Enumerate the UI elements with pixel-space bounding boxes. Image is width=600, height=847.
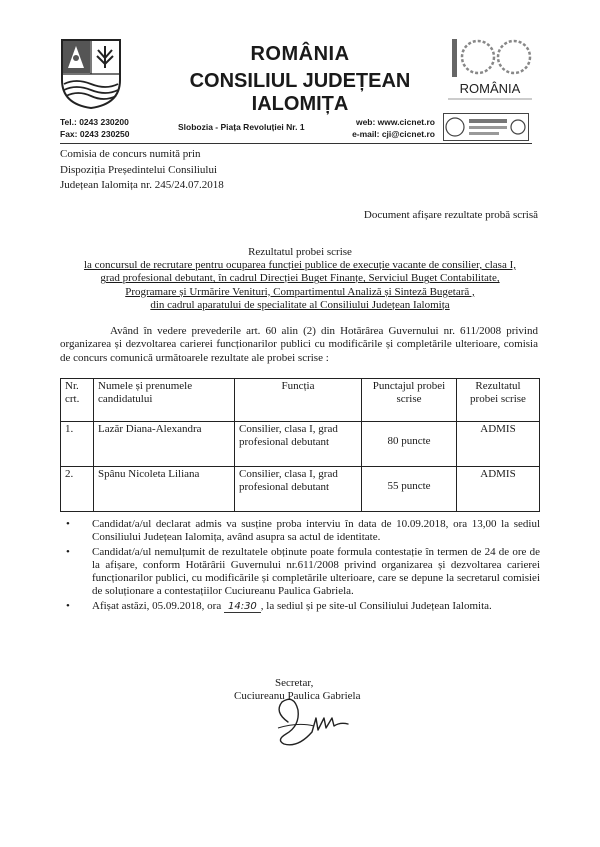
row-function: Consilier, clasa I, grad profesional debutant <box>235 467 362 512</box>
commission-line: Dispoziția Președintelui Consiliului <box>60 163 218 176</box>
header-name: Numele și prenumele candidatului <box>94 379 235 422</box>
notice-list <box>60 518 540 614</box>
subtitle-line: din cadrul aparatului de specialitate al Consiliului Județean Ialomița <box>150 298 450 311</box>
institution-title: CONSILIUL JUDEȚEAN IALOMIȚA <box>189 70 411 115</box>
header-divider <box>60 143 532 144</box>
header-nr: Nr. crt. <box>61 379 94 422</box>
subtitle-line: grad profesional debutant, în cadrul Direcției Buget Finanțe, Serviciul Buget Contabilitate, <box>100 272 500 285</box>
table-header-row <box>61 379 540 422</box>
certification-logos <box>443 113 529 141</box>
row-nr: 2. <box>61 467 94 512</box>
row-result: ADMIS <box>457 422 540 467</box>
signature-name: Cuciureanu Paulica Gabriela <box>234 690 361 702</box>
row-score: 80 puncte <box>387 435 431 447</box>
commission-line: Județean Ialomița nr. 245/24.07.2018 <box>60 179 224 191</box>
signature-role: Secretar, <box>275 677 314 689</box>
document-label: Document afișare rezultate probă scrisă <box>363 209 538 221</box>
header-function: Funcția <box>235 379 362 422</box>
county-coat-of-arms <box>60 38 122 110</box>
header-score: Punctajul probei scrise <box>362 379 457 422</box>
tel: Tel.: 0243 230200 <box>60 117 129 127</box>
row-nr: 1. <box>61 422 94 467</box>
subtitle-line: la concursul de recrutare pentru ocuparea funcției publice de execuție vacante de consilier, clasa I, <box>83 259 516 271</box>
intro-paragraph: Având în vedere prevederile art. 60 alin (2) din Hotărârea Guvernului nr. 611/2008 privind organizarea și dezvoltarea carierei funcționarilor publici cu modificările și completările ulterioare, comisia de concurs comunică următoarele rezultate ale probei scrise : <box>60 325 538 364</box>
competition-subtitle <box>60 259 540 312</box>
row-name: Spânu Nicoleta Liliana <box>94 467 235 512</box>
romania-centenar-logo <box>440 33 540 108</box>
row-score-cell <box>362 422 457 467</box>
row-name: Lazăr Diana-Alexandra <box>94 422 235 467</box>
commission-block <box>60 147 224 194</box>
results-title: Rezultatul probei scrise <box>248 246 352 258</box>
contact-phones <box>60 116 129 140</box>
row-function: Consilier, clasa I, grad profesional debutant <box>235 422 362 467</box>
centenar-label: ROMÂNIA <box>459 81 521 96</box>
address: Slobozia - Piața Revoluției Nr. 1 <box>178 122 305 132</box>
table-row <box>61 467 540 512</box>
bullet-icon: • <box>66 518 70 530</box>
appeal-notice: Candidat/a/ul nemulțumit de rezultatele obținute poate formula contestație în termen de 24 de ore de la afișare, conform Hotărârii Guvernului nr.611/2008 privind organizarea și dezvoltarea carierei funcționarilor publici, cu modificările și completările ulterioare, care se depune la secretarul comisiei de soluționare a contestațiilor Cuciureanu Paulica Gabriela. <box>92 545 540 598</box>
list-item <box>60 518 540 545</box>
website: web: www.cicnet.ro <box>355 117 435 127</box>
contact-web <box>305 116 435 140</box>
results-table <box>60 378 540 512</box>
row-result: ADMIS <box>457 467 540 512</box>
country-title: ROMÂNIA <box>250 43 350 65</box>
row-score-cell <box>362 467 457 512</box>
table-row <box>61 422 540 467</box>
handwritten-signature <box>268 692 358 752</box>
commission-line: Comisia de concurs numită prin <box>60 148 201 160</box>
list-item <box>60 600 540 613</box>
row-score: 55 puncte <box>387 480 431 492</box>
subtitle-line: Programare și Urmărire Venituri, Compartimentul Analiză și Sinteză Bugetară , <box>125 285 475 298</box>
handwritten-time: 14:30 <box>224 601 261 613</box>
email: e-mail: cji@cicnet.ro <box>352 129 435 139</box>
bullet-icon: • <box>66 599 70 612</box>
interview-notice: Candidat/a/ul declarat admis va susține proba interviu în data de 10.09.2018, ora 13,00 la sediul Consiliului Județean Ialomița, având asupra sa actul de identitate. <box>92 518 540 544</box>
posted-notice-end: , la sediul și pe site-ul Consiliului Județean Ialomita. <box>260 599 492 612</box>
header-result: Rezultatul probei scrise <box>457 379 540 422</box>
list-item <box>60 546 540 599</box>
posted-notice-start: Afișat astăzi, 05.09.2018, ora <box>92 599 222 612</box>
fax: Fax: 0243 230250 <box>60 129 130 139</box>
bullet-icon: • <box>66 545 70 558</box>
